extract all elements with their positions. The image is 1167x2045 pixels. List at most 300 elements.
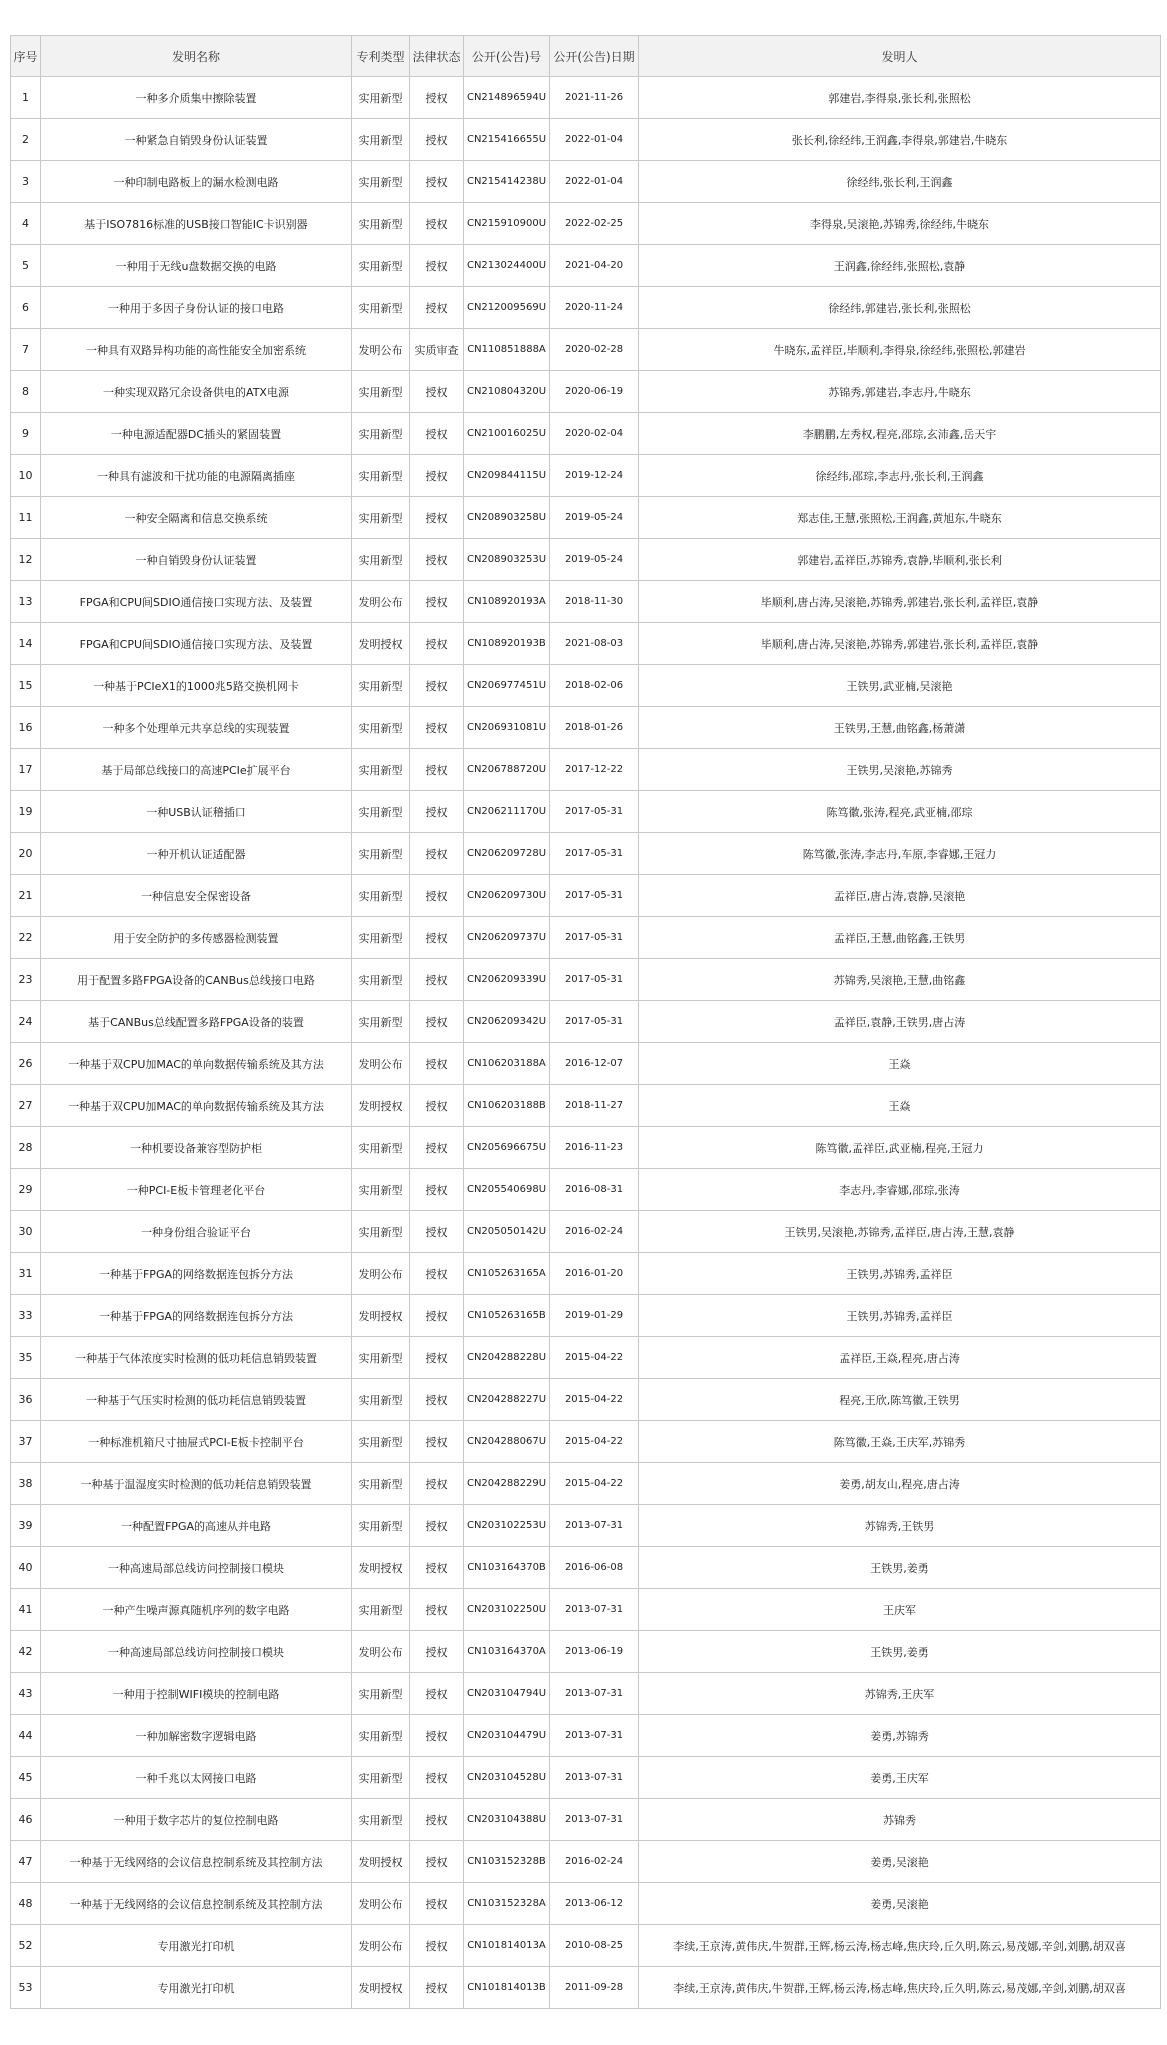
cell-seq: 7 [11,329,41,371]
cell-patent-type: 实用新型 [352,1211,410,1253]
table-row [11,1043,1161,1085]
cell-inventors: 李志丹,李睿娜,邵琮,张涛 [639,1169,1161,1211]
header-invention-name: 发明名称 [41,36,352,77]
cell-inventors: 郭建岩,李得泉,张长利,张照松 [639,77,1161,119]
cell-publication-number: CN206209339U [464,959,550,1001]
cell-publication-number: CN210016025U [464,413,550,455]
table-row [11,1967,1161,2009]
table-row [11,245,1161,287]
cell-publication-number: CN205696675U [464,1127,550,1169]
cell-publication-number: CN215414238U [464,161,550,203]
cell-invention-name: 一种用于控制WIFI模块的控制电路 [41,1673,352,1715]
cell-invention-name: 一种信息安全保密设备 [41,875,352,917]
cell-seq: 22 [11,917,41,959]
cell-legal-status: 授权 [410,1883,464,1925]
cell-patent-type: 实用新型 [352,1421,410,1463]
cell-publication-number: CN204288067U [464,1421,550,1463]
cell-publication-date: 2021-11-26 [550,77,639,119]
table-row [11,287,1161,329]
cell-publication-number: CN103152328A [464,1883,550,1925]
cell-publication-number: CN208903258U [464,497,550,539]
cell-invention-name: 一种具有滤波和干扰功能的电源隔离插座 [41,455,352,497]
cell-seq: 36 [11,1379,41,1421]
cell-publication-number: CN208903253U [464,539,550,581]
cell-legal-status: 授权 [410,287,464,329]
cell-publication-date: 2016-02-24 [550,1841,639,1883]
cell-seq: 16 [11,707,41,749]
cell-inventors: 王铁男,姜勇 [639,1547,1161,1589]
cell-inventors: 苏锦秀,王铁男 [639,1505,1161,1547]
cell-publication-number: CN214896594U [464,77,550,119]
cell-invention-name: 一种印制电路板上的漏水检测电路 [41,161,352,203]
cell-seq: 53 [11,1967,41,2009]
cell-seq: 14 [11,623,41,665]
cell-publication-number: CN210804320U [464,371,550,413]
cell-publication-number: CN110851888A [464,329,550,371]
cell-seq: 15 [11,665,41,707]
cell-inventors: 程亮,王欣,陈笃徽,王铁男 [639,1379,1161,1421]
cell-publication-date: 2022-01-04 [550,161,639,203]
cell-invention-name: 一种高速局部总线访问控制接口模块 [41,1547,352,1589]
table-row [11,749,1161,791]
cell-invention-name: 一种机要设备兼容型防护柜 [41,1127,352,1169]
cell-legal-status: 授权 [410,1211,464,1253]
cell-seq: 29 [11,1169,41,1211]
cell-publication-number: CN203104528U [464,1757,550,1799]
cell-invention-name: 一种开机认证适配器 [41,833,352,875]
header-legal-status: 法律状态 [410,36,464,77]
cell-legal-status: 授权 [410,707,464,749]
cell-publication-date: 2016-06-08 [550,1547,639,1589]
cell-publication-number: CN204288227U [464,1379,550,1421]
cell-legal-status: 授权 [410,1295,464,1337]
cell-patent-type: 实用新型 [352,371,410,413]
cell-patent-type: 实用新型 [352,1589,410,1631]
cell-publication-date: 2013-07-31 [550,1505,639,1547]
cell-legal-status: 授权 [410,749,464,791]
cell-patent-type: 实用新型 [352,1001,410,1043]
cell-publication-date: 2015-04-22 [550,1337,639,1379]
cell-publication-date: 2019-12-24 [550,455,639,497]
cell-patent-type: 实用新型 [352,1673,410,1715]
cell-invention-name: 一种配置FPGA的高速从并电路 [41,1505,352,1547]
cell-legal-status: 授权 [410,455,464,497]
cell-publication-date: 2015-04-22 [550,1463,639,1505]
table-row [11,1127,1161,1169]
cell-publication-number: CN206931081U [464,707,550,749]
cell-patent-type: 实用新型 [352,1757,410,1799]
cell-publication-number: CN106203188B [464,1085,550,1127]
cell-patent-type: 发明公布 [352,581,410,623]
table-header-row [11,36,1161,77]
cell-publication-number: CN203104388U [464,1799,550,1841]
cell-publication-number: CN101814013B [464,1967,550,2009]
cell-seq: 39 [11,1505,41,1547]
cell-seq: 20 [11,833,41,875]
table-row [11,497,1161,539]
cell-publication-number: CN209844115U [464,455,550,497]
cell-invention-name: 一种基于双CPU加MAC的单向数据传输系统及其方法 [41,1043,352,1085]
cell-invention-name: 一种基于FPGA的网络数据连包拆分方法 [41,1295,352,1337]
cell-seq: 3 [11,161,41,203]
table-body [11,77,1161,2009]
patent-table [10,35,1161,2009]
cell-inventors: 王焱 [639,1043,1161,1085]
cell-invention-name: 一种基于无线网络的会议信息控制系统及其控制方法 [41,1883,352,1925]
cell-invention-name: 一种用于数字芯片的复位控制电路 [41,1799,352,1841]
cell-invention-name: 一种基于双CPU加MAC的单向数据传输系统及其方法 [41,1085,352,1127]
cell-patent-type: 实用新型 [352,1463,410,1505]
table-row [11,1841,1161,1883]
cell-inventors: 苏锦秀,吴滚艳,王慧,曲铭鑫 [639,959,1161,1001]
table-row [11,959,1161,1001]
cell-publication-number: CN203102253U [464,1505,550,1547]
cell-patent-type: 发明授权 [352,1547,410,1589]
cell-publication-date: 2018-02-06 [550,665,639,707]
cell-publication-number: CN215910900U [464,203,550,245]
cell-seq: 38 [11,1463,41,1505]
cell-invention-name: 用于配置多路FPGA设备的CANBus总线接口电路 [41,959,352,1001]
cell-inventors: 孟祥臣,袁静,王铁男,唐占涛 [639,1001,1161,1043]
table-row [11,203,1161,245]
table-row [11,1337,1161,1379]
cell-legal-status: 授权 [410,203,464,245]
cell-inventors: 姜勇,吴滚艳 [639,1883,1161,1925]
cell-patent-type: 实用新型 [352,749,410,791]
cell-seq: 46 [11,1799,41,1841]
cell-seq: 45 [11,1757,41,1799]
table-row [11,707,1161,749]
cell-invention-name: 一种多介质集中擦除装置 [41,77,352,119]
cell-patent-type: 实用新型 [352,413,410,455]
cell-inventors: 王铁男,武亚楠,吴滚艳 [639,665,1161,707]
cell-legal-status: 授权 [410,1127,464,1169]
cell-publication-date: 2020-11-24 [550,287,639,329]
cell-legal-status: 授权 [410,623,464,665]
cell-legal-status: 授权 [410,1631,464,1673]
cell-legal-status: 授权 [410,1799,464,1841]
cell-patent-type: 实用新型 [352,1337,410,1379]
cell-publication-number: CN206209342U [464,1001,550,1043]
table-row [11,77,1161,119]
cell-invention-name: 一种多个处理单元共享总线的实现装置 [41,707,352,749]
cell-seq: 6 [11,287,41,329]
cell-seq: 44 [11,1715,41,1757]
cell-seq: 52 [11,1925,41,1967]
cell-publication-number: CN105263165A [464,1253,550,1295]
cell-inventors: 徐经纬,张长利,王润鑫 [639,161,1161,203]
cell-patent-type: 实用新型 [352,833,410,875]
cell-publication-number: CN105263165B [464,1295,550,1337]
cell-publication-date: 2018-11-30 [550,581,639,623]
cell-legal-status: 授权 [410,497,464,539]
cell-inventors: 孟祥臣,王慧,曲铭鑫,王铁男 [639,917,1161,959]
cell-patent-type: 发明公布 [352,1883,410,1925]
cell-publication-number: CN213024400U [464,245,550,287]
cell-legal-status: 授权 [410,539,464,581]
cell-inventors: 陈笃徽,张涛,程亮,武亚楠,邵琮 [639,791,1161,833]
cell-invention-name: 基于ISO7816标准的USB接口智能IC卡识别器 [41,203,352,245]
cell-patent-type: 发明授权 [352,1085,410,1127]
cell-patent-type: 实用新型 [352,1799,410,1841]
cell-seq: 12 [11,539,41,581]
table-row [11,413,1161,455]
cell-invention-name: 一种基于PCIeX1的1000兆5路交换机网卡 [41,665,352,707]
cell-publication-date: 2017-12-22 [550,749,639,791]
header-publication-number: 公开(公告)号 [464,36,550,77]
cell-publication-number: CN203104479U [464,1715,550,1757]
cell-inventors: 王润鑫,徐经纬,张照松,袁静 [639,245,1161,287]
cell-inventors: 王铁男,王慧,曲铭鑫,杨萧潇 [639,707,1161,749]
cell-inventors: 王焱 [639,1085,1161,1127]
cell-legal-status: 授权 [410,1001,464,1043]
table-row [11,1211,1161,1253]
cell-publication-date: 2011-09-28 [550,1967,639,2009]
cell-inventors: 王铁男,吴滚艳,苏锦秀 [639,749,1161,791]
cell-publication-date: 2020-06-19 [550,371,639,413]
cell-patent-type: 实用新型 [352,1379,410,1421]
table-row [11,1505,1161,1547]
cell-publication-number: CN203104794U [464,1673,550,1715]
cell-inventors: 王庆军 [639,1589,1161,1631]
cell-inventors: 李得泉,吴滚艳,苏锦秀,徐经纬,牛晓东 [639,203,1161,245]
table-row [11,1001,1161,1043]
cell-publication-number: CN206209730U [464,875,550,917]
cell-seq: 24 [11,1001,41,1043]
cell-seq: 42 [11,1631,41,1673]
cell-legal-status: 授权 [410,371,464,413]
cell-invention-name: 一种基于无线网络的会议信息控制系统及其控制方法 [41,1841,352,1883]
cell-seq: 37 [11,1421,41,1463]
cell-publication-number: CN106203188A [464,1043,550,1085]
cell-publication-number: CN103164370A [464,1631,550,1673]
cell-legal-status: 授权 [410,1085,464,1127]
cell-publication-number: CN206209728U [464,833,550,875]
cell-legal-status: 授权 [410,161,464,203]
cell-publication-date: 2017-05-31 [550,791,639,833]
cell-legal-status: 授权 [410,1505,464,1547]
cell-publication-number: CN101814013A [464,1925,550,1967]
cell-legal-status: 授权 [410,1379,464,1421]
table-row [11,161,1161,203]
cell-patent-type: 实用新型 [352,119,410,161]
cell-inventors: 孟祥臣,王焱,程亮,唐占涛 [639,1337,1161,1379]
cell-publication-number: CN212009569U [464,287,550,329]
cell-publication-date: 2013-06-12 [550,1883,639,1925]
cell-patent-type: 实用新型 [352,161,410,203]
cell-publication-date: 2017-05-31 [550,917,639,959]
cell-seq: 8 [11,371,41,413]
cell-seq: 17 [11,749,41,791]
cell-legal-status: 授权 [410,1925,464,1967]
cell-patent-type: 实用新型 [352,707,410,749]
table-row [11,1085,1161,1127]
cell-invention-name: 一种基于气压实时检测的低功耗信息销毁装置 [41,1379,352,1421]
cell-inventors: 姜勇,王庆军 [639,1757,1161,1799]
cell-publication-date: 2013-07-31 [550,1799,639,1841]
cell-patent-type: 实用新型 [352,287,410,329]
cell-invention-name: 基于局部总线接口的高速PCIe扩展平台 [41,749,352,791]
cell-invention-name: 一种用于多因子身份认证的接口电路 [41,287,352,329]
table-row [11,1379,1161,1421]
cell-publication-date: 2016-02-24 [550,1211,639,1253]
table-row [11,833,1161,875]
cell-publication-date: 2017-05-31 [550,959,639,1001]
cell-inventors: 毕顺利,唐占涛,吴滚艳,苏锦秀,郭建岩,张长利,孟祥臣,袁静 [639,623,1161,665]
cell-inventors: 牛晓东,孟祥臣,毕顺利,李得泉,徐经纬,张照松,郭建岩 [639,329,1161,371]
cell-patent-type: 实用新型 [352,875,410,917]
cell-publication-number: CN206211170U [464,791,550,833]
cell-publication-date: 2013-07-31 [550,1757,639,1799]
cell-legal-status: 授权 [410,665,464,707]
cell-inventors: 姜勇,苏锦秀 [639,1715,1161,1757]
cell-legal-status: 授权 [410,875,464,917]
cell-invention-name: 一种实现双路冗余设备供电的ATX电源 [41,371,352,413]
cell-publication-number: CN206788720U [464,749,550,791]
cell-invention-name: 一种用于无线u盘数据交换的电路 [41,245,352,287]
cell-publication-number: CN108920193A [464,581,550,623]
table-row [11,1589,1161,1631]
cell-legal-status: 授权 [410,1673,464,1715]
cell-patent-type: 发明授权 [352,1295,410,1337]
cell-legal-status: 授权 [410,917,464,959]
cell-legal-status: 授权 [410,119,464,161]
cell-inventors: 张长利,徐经纬,王润鑫,李得泉,郭建岩,牛晓东 [639,119,1161,161]
table-row [11,1631,1161,1673]
table-row [11,1463,1161,1505]
cell-publication-number: CN215416655U [464,119,550,161]
cell-publication-date: 2022-01-04 [550,119,639,161]
cell-seq: 19 [11,791,41,833]
cell-inventors: 徐经纬,邵琮,李志丹,张长利,王润鑫 [639,455,1161,497]
cell-inventors: 李鹏鹏,左秀权,程亮,邵琮,玄沛鑫,岳天宇 [639,413,1161,455]
cell-patent-type: 实用新型 [352,959,410,1001]
cell-publication-date: 2016-12-07 [550,1043,639,1085]
cell-patent-type: 实用新型 [352,497,410,539]
cell-inventors: 陈笃徽,张涛,李志丹,车原,李睿娜,王冠力 [639,833,1161,875]
cell-publication-number: CN206209737U [464,917,550,959]
cell-publication-date: 2021-04-20 [550,245,639,287]
cell-invention-name: 一种基于气体浓度实时检测的低功耗信息销毁装置 [41,1337,352,1379]
cell-publication-date: 2018-11-27 [550,1085,639,1127]
cell-inventors: 郭建岩,孟祥臣,苏锦秀,袁静,毕顺利,张长利 [639,539,1161,581]
cell-publication-date: 2016-08-31 [550,1169,639,1211]
cell-invention-name: 一种高速局部总线访问控制接口模块 [41,1631,352,1673]
table-row [11,1169,1161,1211]
cell-legal-status: 授权 [410,413,464,455]
cell-publication-date: 2019-01-29 [550,1295,639,1337]
cell-patent-type: 实用新型 [352,245,410,287]
cell-legal-status: 授权 [410,1169,464,1211]
cell-publication-date: 2017-05-31 [550,833,639,875]
cell-legal-status: 授权 [410,1967,464,2009]
table-row [11,1253,1161,1295]
cell-publication-number: CN103152328B [464,1841,550,1883]
cell-publication-date: 2022-02-25 [550,203,639,245]
cell-seq: 21 [11,875,41,917]
cell-inventors: 苏锦秀 [639,1799,1161,1841]
cell-patent-type: 发明公布 [352,1253,410,1295]
cell-publication-number: CN204288229U [464,1463,550,1505]
table-row [11,1925,1161,1967]
table-row [11,1421,1161,1463]
cell-inventors: 王铁男,苏锦秀,孟祥臣 [639,1253,1161,1295]
table-row [11,119,1161,161]
cell-inventors: 苏锦秀,王庆军 [639,1673,1161,1715]
table-row [11,581,1161,623]
cell-publication-date: 2018-01-26 [550,707,639,749]
table-row [11,329,1161,371]
cell-publication-date: 2013-07-31 [550,1715,639,1757]
cell-legal-status: 授权 [410,245,464,287]
cell-invention-name: 专用激光打印机 [41,1925,352,1967]
cell-inventors: 王铁男,姜勇 [639,1631,1161,1673]
cell-publication-date: 2015-04-22 [550,1421,639,1463]
cell-legal-status: 授权 [410,1841,464,1883]
cell-publication-date: 2013-07-31 [550,1673,639,1715]
cell-invention-name: 用于安全防护的多传感器检测装置 [41,917,352,959]
cell-inventors: 陈笃徽,孟祥臣,武亚楠,程亮,王冠力 [639,1127,1161,1169]
cell-legal-status: 授权 [410,77,464,119]
cell-seq: 35 [11,1337,41,1379]
cell-invention-name: 一种自销毁身份认证装置 [41,539,352,581]
cell-inventors: 苏锦秀,郭建岩,李志丹,牛晓东 [639,371,1161,413]
cell-publication-date: 2021-08-03 [550,623,639,665]
cell-seq: 30 [11,1211,41,1253]
cell-invention-name: 一种标准机箱尺寸抽屉式PCI-E板卡控制平台 [41,1421,352,1463]
table-row [11,1757,1161,1799]
cell-publication-number: CN108920193B [464,623,550,665]
cell-seq: 2 [11,119,41,161]
cell-invention-name: FPGA和CPU间SDIO通信接口实现方法、及装置 [41,581,352,623]
patent-table-container [10,35,1160,2009]
cell-patent-type: 实用新型 [352,1715,410,1757]
cell-inventors: 徐经纬,郭建岩,张长利,张照松 [639,287,1161,329]
table-row [11,1673,1161,1715]
cell-inventors: 王铁男,吴滚艳,苏锦秀,孟祥臣,唐占涛,王慧,袁静 [639,1211,1161,1253]
cell-legal-status: 授权 [410,1421,464,1463]
cell-seq: 11 [11,497,41,539]
cell-invention-name: 一种基于温湿度实时检测的低功耗信息销毁装置 [41,1463,352,1505]
table-row [11,1883,1161,1925]
cell-publication-date: 2020-02-04 [550,413,639,455]
cell-legal-status: 授权 [410,1589,464,1631]
cell-seq: 33 [11,1295,41,1337]
cell-legal-status: 授权 [410,791,464,833]
cell-patent-type: 实用新型 [352,203,410,245]
cell-publication-number: CN204288228U [464,1337,550,1379]
cell-publication-date: 2016-01-20 [550,1253,639,1295]
cell-legal-status: 授权 [410,581,464,623]
table-row [11,791,1161,833]
table-row [11,623,1161,665]
cell-invention-name: 一种PCI-E板卡管理老化平台 [41,1169,352,1211]
cell-seq: 5 [11,245,41,287]
cell-legal-status: 授权 [410,1043,464,1085]
cell-inventors: 姜勇,胡友山,程亮,唐占涛 [639,1463,1161,1505]
cell-invention-name: 一种具有双路异构功能的高性能安全加密系统 [41,329,352,371]
cell-patent-type: 实用新型 [352,1127,410,1169]
cell-invention-name: 一种加解密数字逻辑电路 [41,1715,352,1757]
cell-seq: 43 [11,1673,41,1715]
table-row [11,1715,1161,1757]
cell-inventors: 李续,王京涛,黄伟庆,牛贺群,王辉,杨云涛,杨志峰,焦庆玲,丘久明,陈云,易茂娜,辛剑,刘鹏,胡双喜 [639,1967,1161,2009]
cell-invention-name: 一种电源适配器DC插头的紧固装置 [41,413,352,455]
cell-legal-status: 授权 [410,1463,464,1505]
cell-invention-name: 一种基于FPGA的网络数据连包拆分方法 [41,1253,352,1295]
cell-invention-name: 一种紧急自销毁身份认证装置 [41,119,352,161]
table-row [11,917,1161,959]
